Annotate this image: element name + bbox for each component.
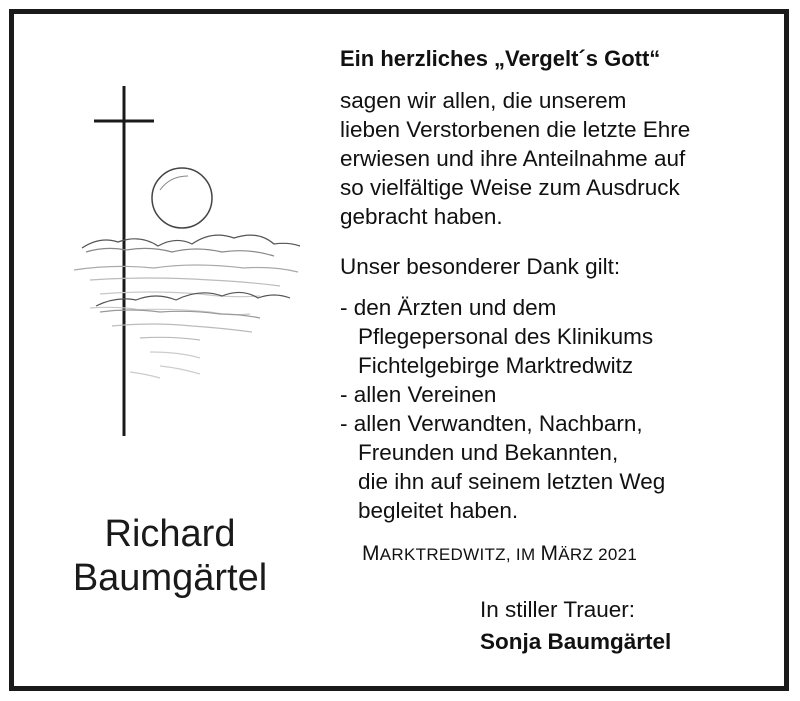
cross-icon bbox=[94, 86, 154, 436]
mourning-label: In stiller Trauer: bbox=[480, 597, 636, 622]
intro-line: lieben Verstorbenen die letzte Ehre bbox=[340, 117, 691, 142]
thanks-list bbox=[340, 293, 760, 525]
thanks-text bbox=[340, 44, 760, 525]
mourner-signature: Sonja Baumgärtel bbox=[480, 629, 672, 654]
month-rest: ÄRZ bbox=[558, 545, 594, 564]
month-initial: M bbox=[540, 542, 559, 565]
list-item-line: begleitet haben. bbox=[358, 498, 519, 523]
intro-line: gebracht haben. bbox=[340, 204, 503, 229]
intro-line: sagen wir allen, die unserem bbox=[340, 88, 627, 113]
place-initial: M bbox=[362, 542, 380, 565]
special-thanks-heading: Unser besonderer Dank gilt: bbox=[340, 254, 621, 279]
intro-line: erwiesen und ihre Anteilnahme auf bbox=[340, 146, 686, 171]
list-item bbox=[340, 293, 760, 380]
place-rest: ARKTREDWITZ, bbox=[379, 545, 511, 564]
list-item bbox=[340, 380, 760, 409]
deceased-first-name: Richard bbox=[104, 513, 236, 555]
deceased-last-name: Baumgärtel bbox=[72, 557, 268, 599]
list-item bbox=[340, 409, 760, 525]
year: 2021 bbox=[598, 545, 638, 564]
thanks-intro bbox=[340, 86, 760, 231]
moon-icon bbox=[152, 168, 212, 228]
place-date bbox=[362, 542, 637, 566]
list-item-line: - allen Vereinen bbox=[340, 382, 497, 407]
landscape-icon bbox=[74, 235, 300, 378]
list-item-line: Pflegepersonal des Klinikums bbox=[358, 324, 654, 349]
place-im: IM bbox=[515, 545, 536, 564]
thanks-headline: Ein herzliches „Vergelt´s Gott“ bbox=[340, 46, 661, 71]
list-item-line: Fichtelgebirge Marktredwitz bbox=[358, 353, 634, 378]
list-item-line: - allen Verwandten, Nachbarn, bbox=[340, 411, 643, 436]
deceased-name bbox=[60, 512, 280, 600]
list-item-line: Freunden und Bekannten, bbox=[358, 440, 619, 465]
list-item-line: die ihn auf seinem letzten Weg bbox=[358, 469, 666, 494]
mourning-block bbox=[480, 594, 671, 658]
intro-line: so vielfältige Weise zum Ausdruck bbox=[340, 175, 680, 200]
cross-landscape-illustration bbox=[60, 80, 320, 450]
list-item-line: - den Ärzten und dem bbox=[340, 295, 557, 320]
